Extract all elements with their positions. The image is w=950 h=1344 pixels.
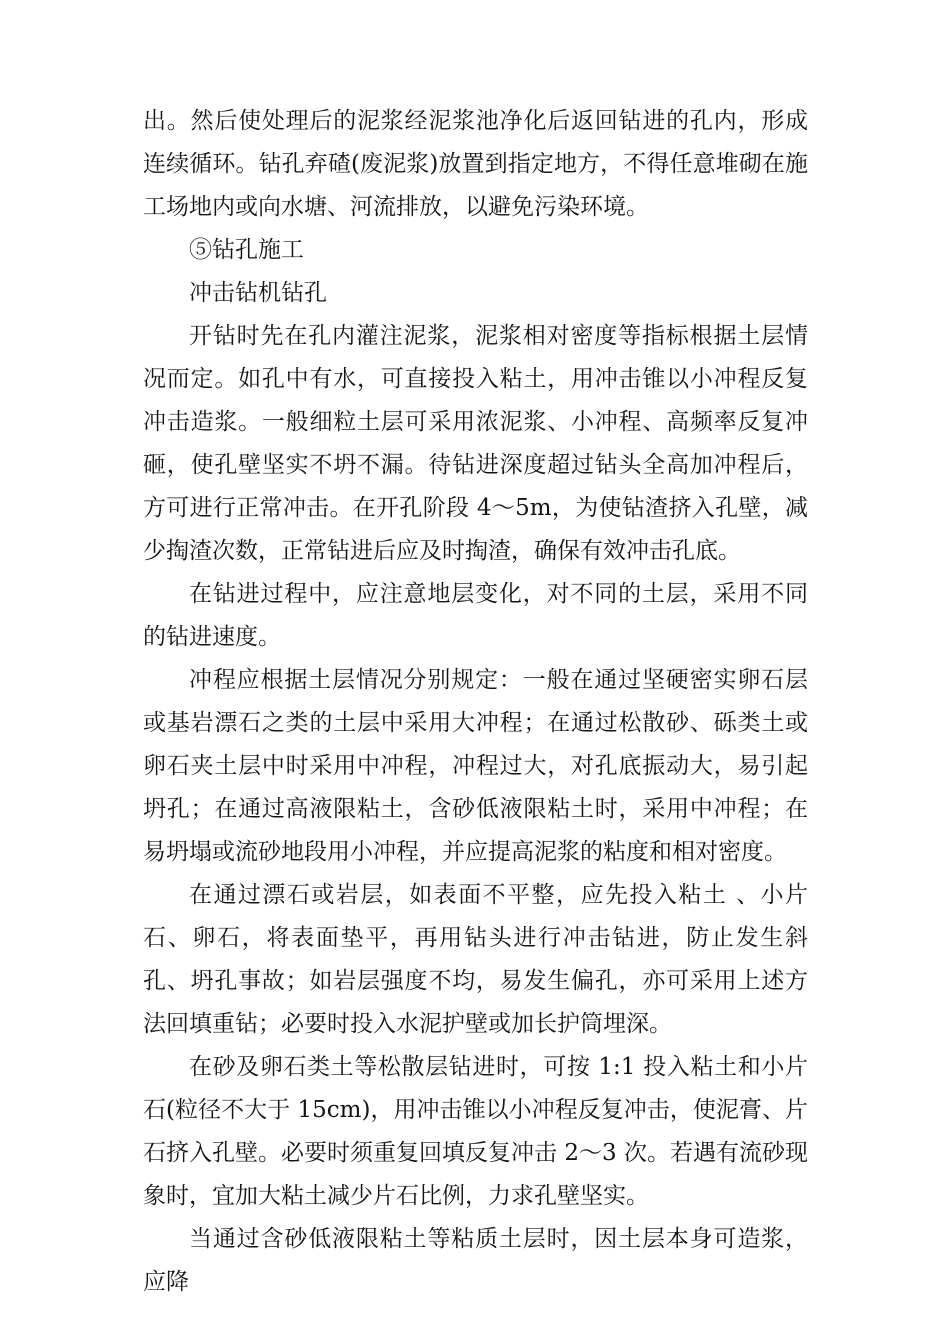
paragraph-continuation: 出。然后使处理后的泥浆经泥浆池净化后返回钻进的孔内，形成连续循环。钻孔弃碴(废泥浆)放置到指定地方，不得任意堆砌在施工场地内或向水塘、河流排放，以避免污染环境。 [143, 108, 808, 220]
paragraph-drilling-process: 在钻进过程中，应注意地层变化，对不同的土层，采用不同的钻进速度。 [143, 581, 808, 650]
paragraph-clay-layer: 当通过含砂低液限粘土等粘质土层时，因土层本身可造浆，应降 [143, 1226, 808, 1295]
subheading-drilling-construction: ⑤钻孔施工 [189, 237, 304, 263]
document-body [143, 100, 808, 1304]
paragraph-stroke-rules: 冲程应根据土层情况分别规定：一般在通过坚硬密实卵石层或基岩漂石之类的土层中采用大冲程；在通过松散砂、砾类土或卵石夹土层中时采用中冲程，冲程过大，对孔底振动大，易引起坍孔；在通过高液限粘土，含砂低液限粘土时，采用中冲程；在易坍塌或流砂地段用小冲程，并应提高泥浆的粘度和相对密度。 [143, 667, 808, 865]
paragraph-start-drilling: 开钻时先在孔内灌注泥浆，泥浆相对密度等指标根据土层情况而定。如孔中有水，可直接投入粘土，用冲击锥以小冲程反复冲击造浆。一般细粒土层可采用浓泥浆、小冲程、高频率反复冲砸，使孔壁坚实不坍不漏。待钻进深度超过钻头全高加冲程后，方可进行正常冲击。在开孔阶段 4～5m，为使钻渣挤入孔壁，减少掏渣次数，正常钻进后应及时掏渣，确保有效冲击孔底。 [143, 323, 808, 564]
subheading-percussion-drilling: 冲击钻机钻孔 [189, 280, 327, 306]
paragraph-boulder-rock: 在通过漂石或岩层，如表面不平整，应先投入粘土 、小片石、卵石，将表面垫平，再用钻头进行冲击钻进，防止发生斜孔、坍孔事故；如岩层强度不均，易发生偏孔，亦可采用上述方法回填重钻；必要时投入水泥护壁或加长护筒埋深。 [143, 882, 808, 1037]
paragraph-loose-layer: 在砂及卵石类土等松散层钻进时，可按 1:1 投入粘土和小片石(粒径不大于 15cm)，用冲击锥以小冲程反复冲击，使泥膏、片石挤入孔壁。必要时须重复回填反复冲击 2～3 次。若遇有流砂现象时，宜加大粘土减少片石比例，力求孔壁坚实。 [143, 1054, 808, 1209]
